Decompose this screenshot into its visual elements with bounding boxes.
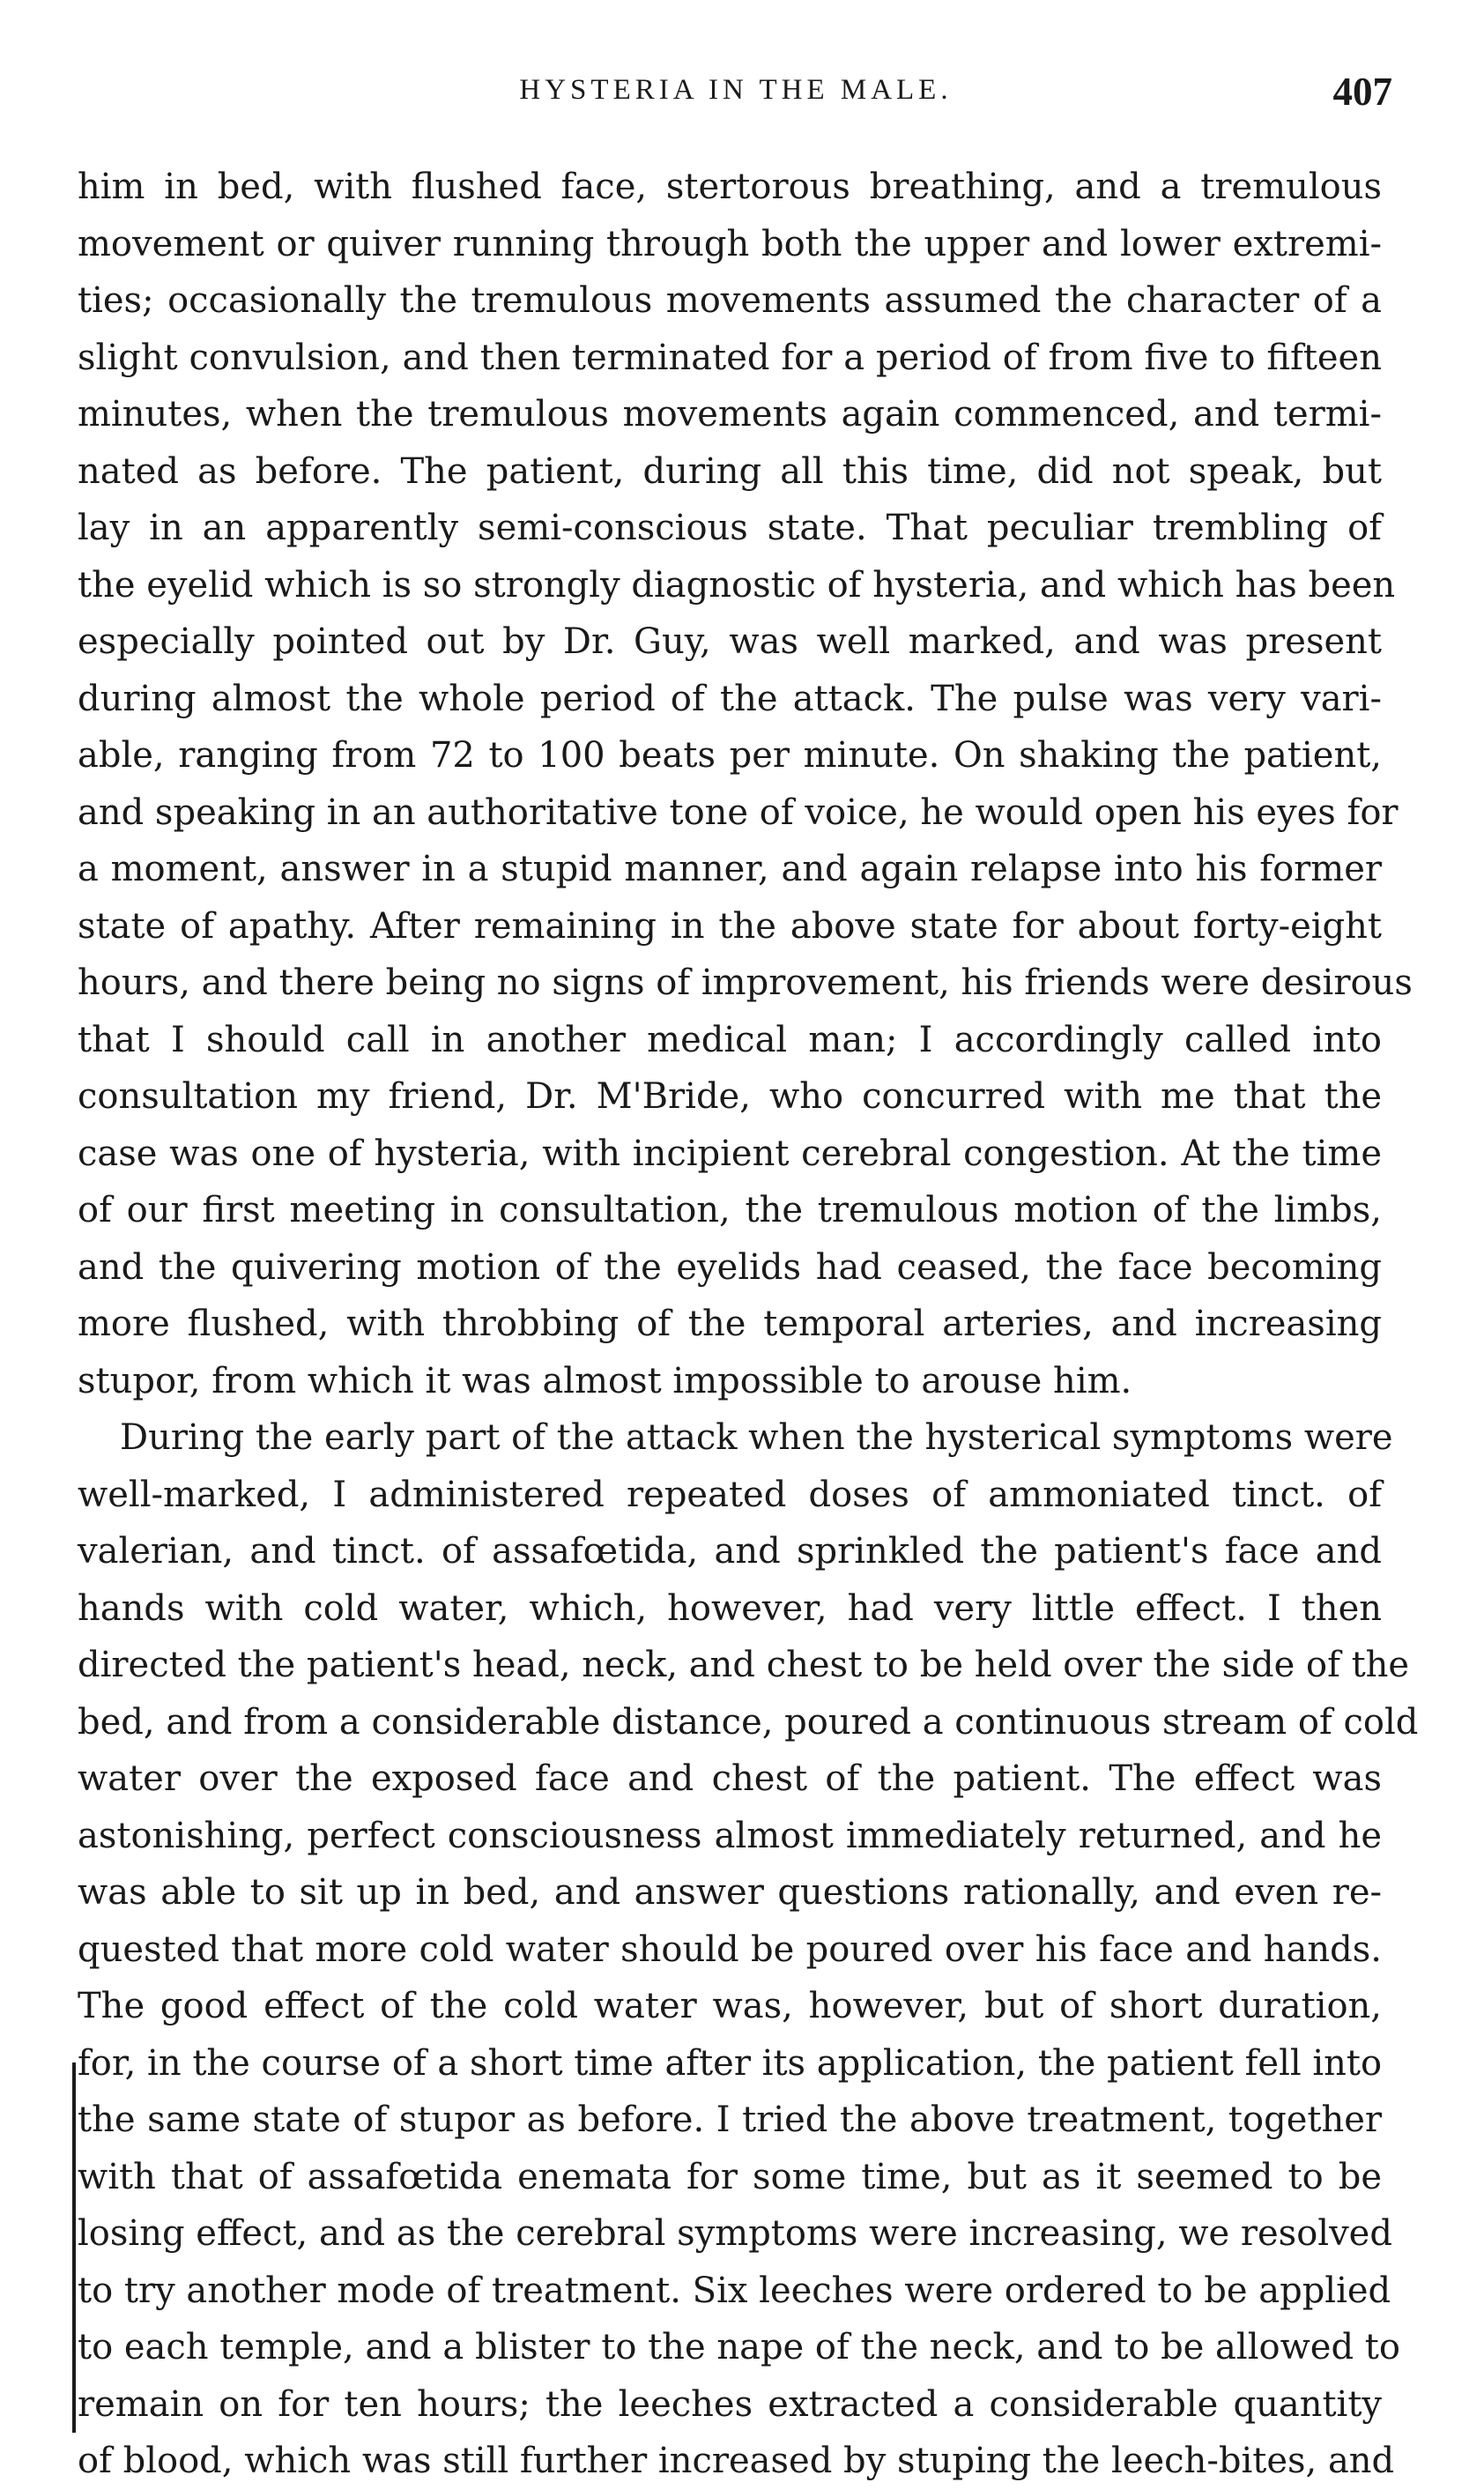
paragraph-2 (78, 1409, 1419, 2490)
text-line: hours, and there being no signs of improvement, his friends were desirous (78, 963, 1413, 1003)
page-number: 407 (1332, 70, 1392, 114)
text-line: that I should call in another medical man; I accordingly called into (78, 1019, 1382, 1060)
text-line: quested that more cold water should be poured over his face and hands. (78, 1929, 1382, 1970)
text-line: to try another mode of treatment. Six leeches were ordered to be applied (78, 2270, 1391, 2311)
binding-margin-line (72, 2063, 76, 2433)
text-line: losing effect, and as the cerebral symptoms were increasing, we resolved (78, 2213, 1392, 2254)
text-line: movement or quiver running through both the upper and lower extremi- (78, 223, 1382, 264)
text-line: ties; occasionally the tremulous movements assumed the character of a (78, 280, 1382, 321)
text-line: to each temple, and a blister to the nape of the neck, and to be allowed to (78, 2327, 1400, 2367)
text-line: state of apathy. After remaining in the above state for about forty-eight (78, 905, 1382, 947)
text-line: case was one of hysteria, with incipient cerebral congestion. At the time (78, 1133, 1382, 1174)
text-line: hands with cold water, which, however, had very little effect. I then (78, 1587, 1382, 1629)
text-line: especially pointed out by Dr. Guy, was well marked, and was present (78, 621, 1382, 662)
text-line: bed, and from a considerable distance, poured a continuous stream of cold (78, 1701, 1419, 1743)
text-line: for, in the course of a short time after its application, the patient fell into (78, 2042, 1383, 2084)
text-line: the same state of stupor as before. I tried the above treatment, together (78, 2100, 1382, 2140)
text-line: during almost the whole period of the attack. The pulse was very vari- (78, 678, 1382, 719)
text-line: of our first meeting in consultation, the tremulous motion of the limbs, (78, 1190, 1382, 1230)
text-line: consultation my friend, Dr. M'Bride, who concurred with me that the (78, 1076, 1382, 1117)
text-line: remain on for ten hours; the leeches extracted a considerable quantity (78, 2383, 1382, 2425)
paragraph-1 (78, 159, 1413, 1409)
text-line: minutes, when the tremulous movements again commenced, and termi- (78, 394, 1382, 435)
running-head (79, 70, 1392, 136)
text-line: and the quivering motion of the eyelids had ceased, the face becoming (78, 1246, 1382, 1288)
text-line: The good effect of the cold water was, however, but of short duration, (78, 1986, 1382, 2026)
text-line: and speaking in an authoritative tone of voice, he would open his eyes for (78, 792, 1399, 833)
text-line: with that of assafœtida enemata for some time, but as it seemed to be (78, 2156, 1382, 2197)
text-line: astonishing, perfect consciousness almost immediately returned, and he (78, 1815, 1382, 1856)
text-line: was able to sit up in bed, and answer questions rationally, and even re- (78, 1872, 1382, 1913)
text-line: the eyelid which is so strongly diagnostic of hysteria, and which has been (78, 564, 1396, 606)
text-line: able, ranging from 72 to 100 beats per minute. On shaking the patient, (78, 735, 1382, 776)
text-line: During the early part of the attack when the hysterical symptoms were (120, 1417, 1393, 1458)
text-line: directed the patient's head, neck, and chest to be held over the side of the (78, 1645, 1410, 1685)
text-line: valerian, and tinct. of assafœtida, and sprinkled the patient's face and (78, 1531, 1382, 1572)
body-text (78, 159, 1419, 2490)
text-line: nated as before. The patient, during all this time, did not speak, but (78, 450, 1382, 492)
text-line: water over the exposed face and chest of the patient. The effect was (78, 1758, 1382, 1799)
text-line: lay in an apparently semi-conscious state. That peculiar trembling of (78, 508, 1382, 548)
text-line: well-marked, I administered repeated doses of ammoniated tinct. of (78, 1474, 1382, 1515)
text-line: more flushed, with throbbing of the temporal arteries, and increasing (78, 1304, 1382, 1344)
text-line: a moment, answer in a stupid manner, and again relapse into his former (78, 849, 1382, 889)
running-title: HYSTERIA IN THE MALE. (519, 74, 953, 106)
text-line: stupor, from which it was almost impossible to arouse him. (78, 1360, 1132, 1401)
text-line: him in bed, with flushed face, stertorous breathing, and a tremulous (78, 167, 1382, 207)
text-line: slight convulsion, and then terminated for a period of from five to fifteen (78, 337, 1382, 378)
text-line: of blood, which was still further increased by stuping the leech-bites, and (78, 2441, 1395, 2481)
